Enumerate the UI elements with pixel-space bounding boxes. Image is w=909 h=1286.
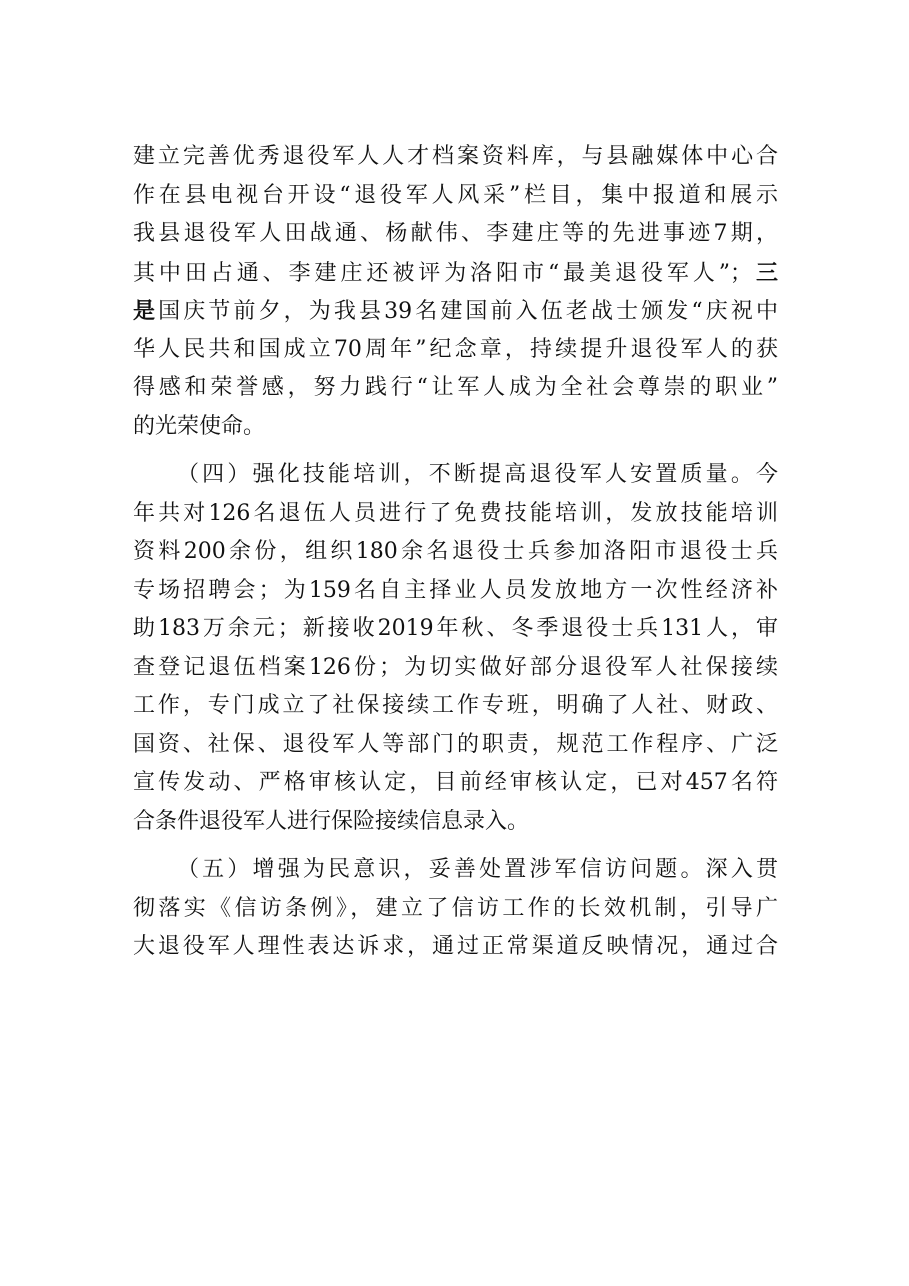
text-line: 建立完善优秀退役军人人才档案资料库，与县融媒体中心合 <box>133 144 778 169</box>
text-line: 工作，专门成立了社保接续工作专班，明确了人社、财政、 <box>133 693 778 718</box>
text-line <box>133 292 778 331</box>
text-span: 其中田占通、李建庄还被评为洛阳市“最美退役军人”； <box>133 260 753 286</box>
text-line: 专场招聘会；为159名自主择业人员发放地方一次性经济补 <box>133 577 778 603</box>
bold-ordinal: 是 <box>133 298 159 324</box>
text-line: 的光荣使命。 <box>133 413 266 439</box>
paragraph-gap <box>133 446 778 456</box>
text-line: 合条件退役军人进行保险接续信息录入。 <box>133 808 530 834</box>
section-heading-line: （五）增强为民意识，妥善处置涉军信访问题。深入贯 <box>177 857 778 882</box>
paragraph-1 <box>133 138 778 446</box>
text-line: 我县退役军人田战通、杨献伟、李建庄等的先进事迹7期， <box>133 221 778 246</box>
paragraph-gap <box>133 841 778 851</box>
text-line: 查登记退伍档案126份；为切实做好部分退役军人社保接续 <box>133 654 778 680</box>
text-line: 彻落实《信访条例》，建立了信访工作的长效机制，引导广 <box>133 895 778 921</box>
section-heading-line: （四）强化技能培训，不断提高退役军人安置质量。今 <box>177 462 778 487</box>
paragraph-3 <box>133 851 778 967</box>
text-line <box>133 254 778 293</box>
text-line: 作在县电视台开设“退役军人风采”栏目，集中报道和展示 <box>133 182 778 208</box>
text-line: 得感和荣誉感，努力践行“让军人成为全社会尊崇的职业” <box>133 375 778 400</box>
document-body <box>133 138 778 967</box>
text-line: 国资、社保、退役军人等部门的职责，规范工作程序、广泛 <box>133 731 778 757</box>
text-line: 大退役军人理性表达诉求，通过正常渠道反映情况，通过合 <box>133 934 778 959</box>
text-line: 华人民共和国成立70周年”纪念章，持续提升退役军人的获 <box>133 336 778 362</box>
text-span: 国庆节前夕，为我县39名建国前入伍老战士颁发“庆祝中 <box>158 299 778 324</box>
text-line: 年共对126名退伍人员进行了免费技能培训，发放技能培训 <box>133 500 778 526</box>
bold-ordinal: 三 <box>752 259 778 286</box>
text-line: 资料200余份，组织180余名退役士兵参加洛阳市退役士兵 <box>133 539 778 564</box>
text-line: 助183万余元；新接收2019年秋、冬季退役士兵131人，审 <box>133 616 778 641</box>
text-line: 宣传发动、严格审核认定，目前经审核认定，已对457名符 <box>133 770 778 795</box>
paragraph-2 <box>133 456 778 841</box>
